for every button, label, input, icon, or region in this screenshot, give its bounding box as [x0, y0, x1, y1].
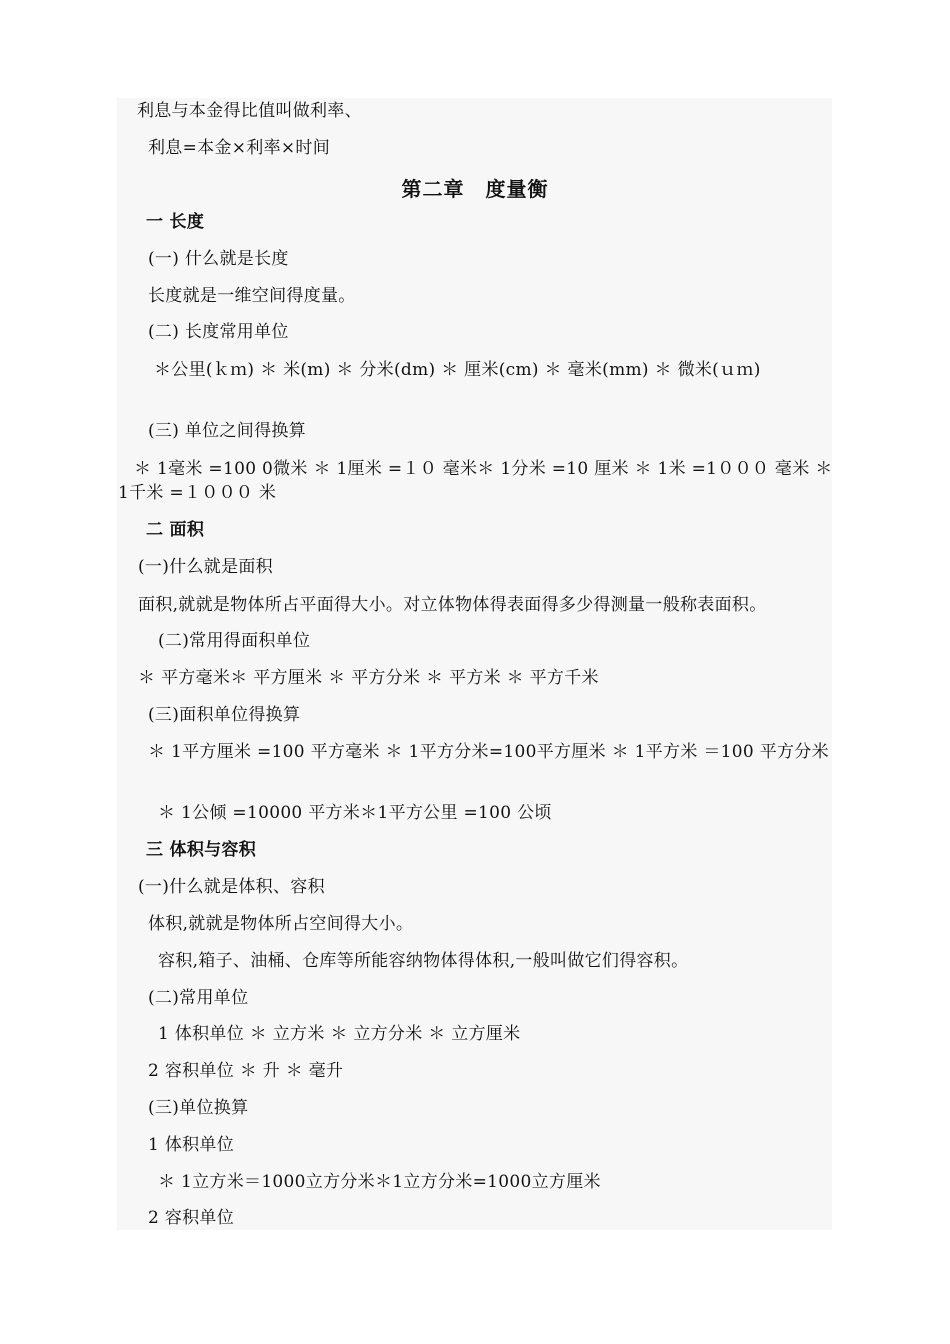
paragraph-area-unit-list: ＊ 平方毫米＊ 平方厘米 ＊ 平方分米 ＊ 平方米 ＊ 平方千米: [138, 668, 599, 688]
paragraph-length-unit-list: ＊公里(ｋｍ) ＊ 米(m) ＊ 分米(dm) ＊ 厘米(cm) ＊ 毫米(mm) ＊ 微米(ｕｍ): [154, 360, 761, 380]
subheading-area-conversion: (三)面积单位得换算: [148, 705, 301, 725]
subheading-what-is-area: (一)什么就是面积: [138, 557, 273, 577]
subheading-length-conversion: (三) 单位之间得换算: [148, 421, 306, 441]
section-heading-area: 二 面积: [146, 520, 205, 540]
paragraph-length-conversion: ＊ 1毫米 =100 0微米 ＊ 1厘米 =１０ 毫米＊ 1分米 =10 厘米 ＊ 1米 =1０００ 毫米 ＊ 1千米 =１０００ 米: [118, 459, 833, 503]
subheading-unit-conversion: (三)单位换算: [148, 1098, 249, 1118]
chapter-title: 第二章 度量衡: [401, 177, 549, 201]
subheading-what-is-length: (一) 什么就是长度: [148, 249, 289, 269]
section-heading-length: 一 长度: [146, 212, 205, 232]
paragraph-area-conversion: ＊ 1平方厘米 =100 平方毫米 ＊ 1平方分米=100平方厘米 ＊ 1平方米 ＝100 平方分米: [148, 742, 829, 762]
paragraph-capacity-unit-list: 2 容积单位 ＊ 升 ＊ 毫升: [148, 1061, 344, 1081]
paragraph-area-definition: 面积,就就是物体所占平面得大小。对立体物体得表面得多少得测量一般称表面积。: [138, 595, 767, 615]
paragraph-volume-definition: 体积,就就是物体所占空间得大小。: [148, 914, 414, 934]
subheading-what-is-volume: (一)什么就是体积、容积: [138, 877, 325, 897]
section-heading-volume: 三 体积与容积: [146, 840, 257, 860]
paragraph-length-definition: 长度就是一维空间得度量。: [148, 286, 356, 306]
paragraph-hectare-conversion: ＊ 1公倾 =10000 平方米＊1平方公里 =100 公顷: [158, 803, 552, 823]
subheading-volume-units: 1 体积单位: [148, 1135, 235, 1155]
paragraph-volume-unit-list: 1 体积单位 ＊ 立方米 ＊ 立方分米 ＊ 立方厘米: [158, 1024, 521, 1044]
subheading-area-units: (二)常用得面积单位: [158, 631, 311, 651]
paragraph-capacity-definition: 容积,箱子、油桶、仓库等所能容纳物体得体积,一般叫做它们得容积。: [158, 951, 689, 971]
subheading-capacity-units: 2 容积单位: [148, 1208, 235, 1228]
paragraph-volume-conversion: ＊ 1立方米＝1000立方分米＊1立方分米=1000立方厘米: [158, 1172, 601, 1192]
subheading-common-units: (二)常用单位: [148, 988, 249, 1008]
subheading-length-units: (二) 长度常用单位: [148, 322, 289, 342]
paragraph-interest-rate: 利息与本金得比值叫做利率、: [137, 101, 362, 121]
paragraph-interest-formula: 利息=本金×利率×时间: [148, 138, 331, 158]
